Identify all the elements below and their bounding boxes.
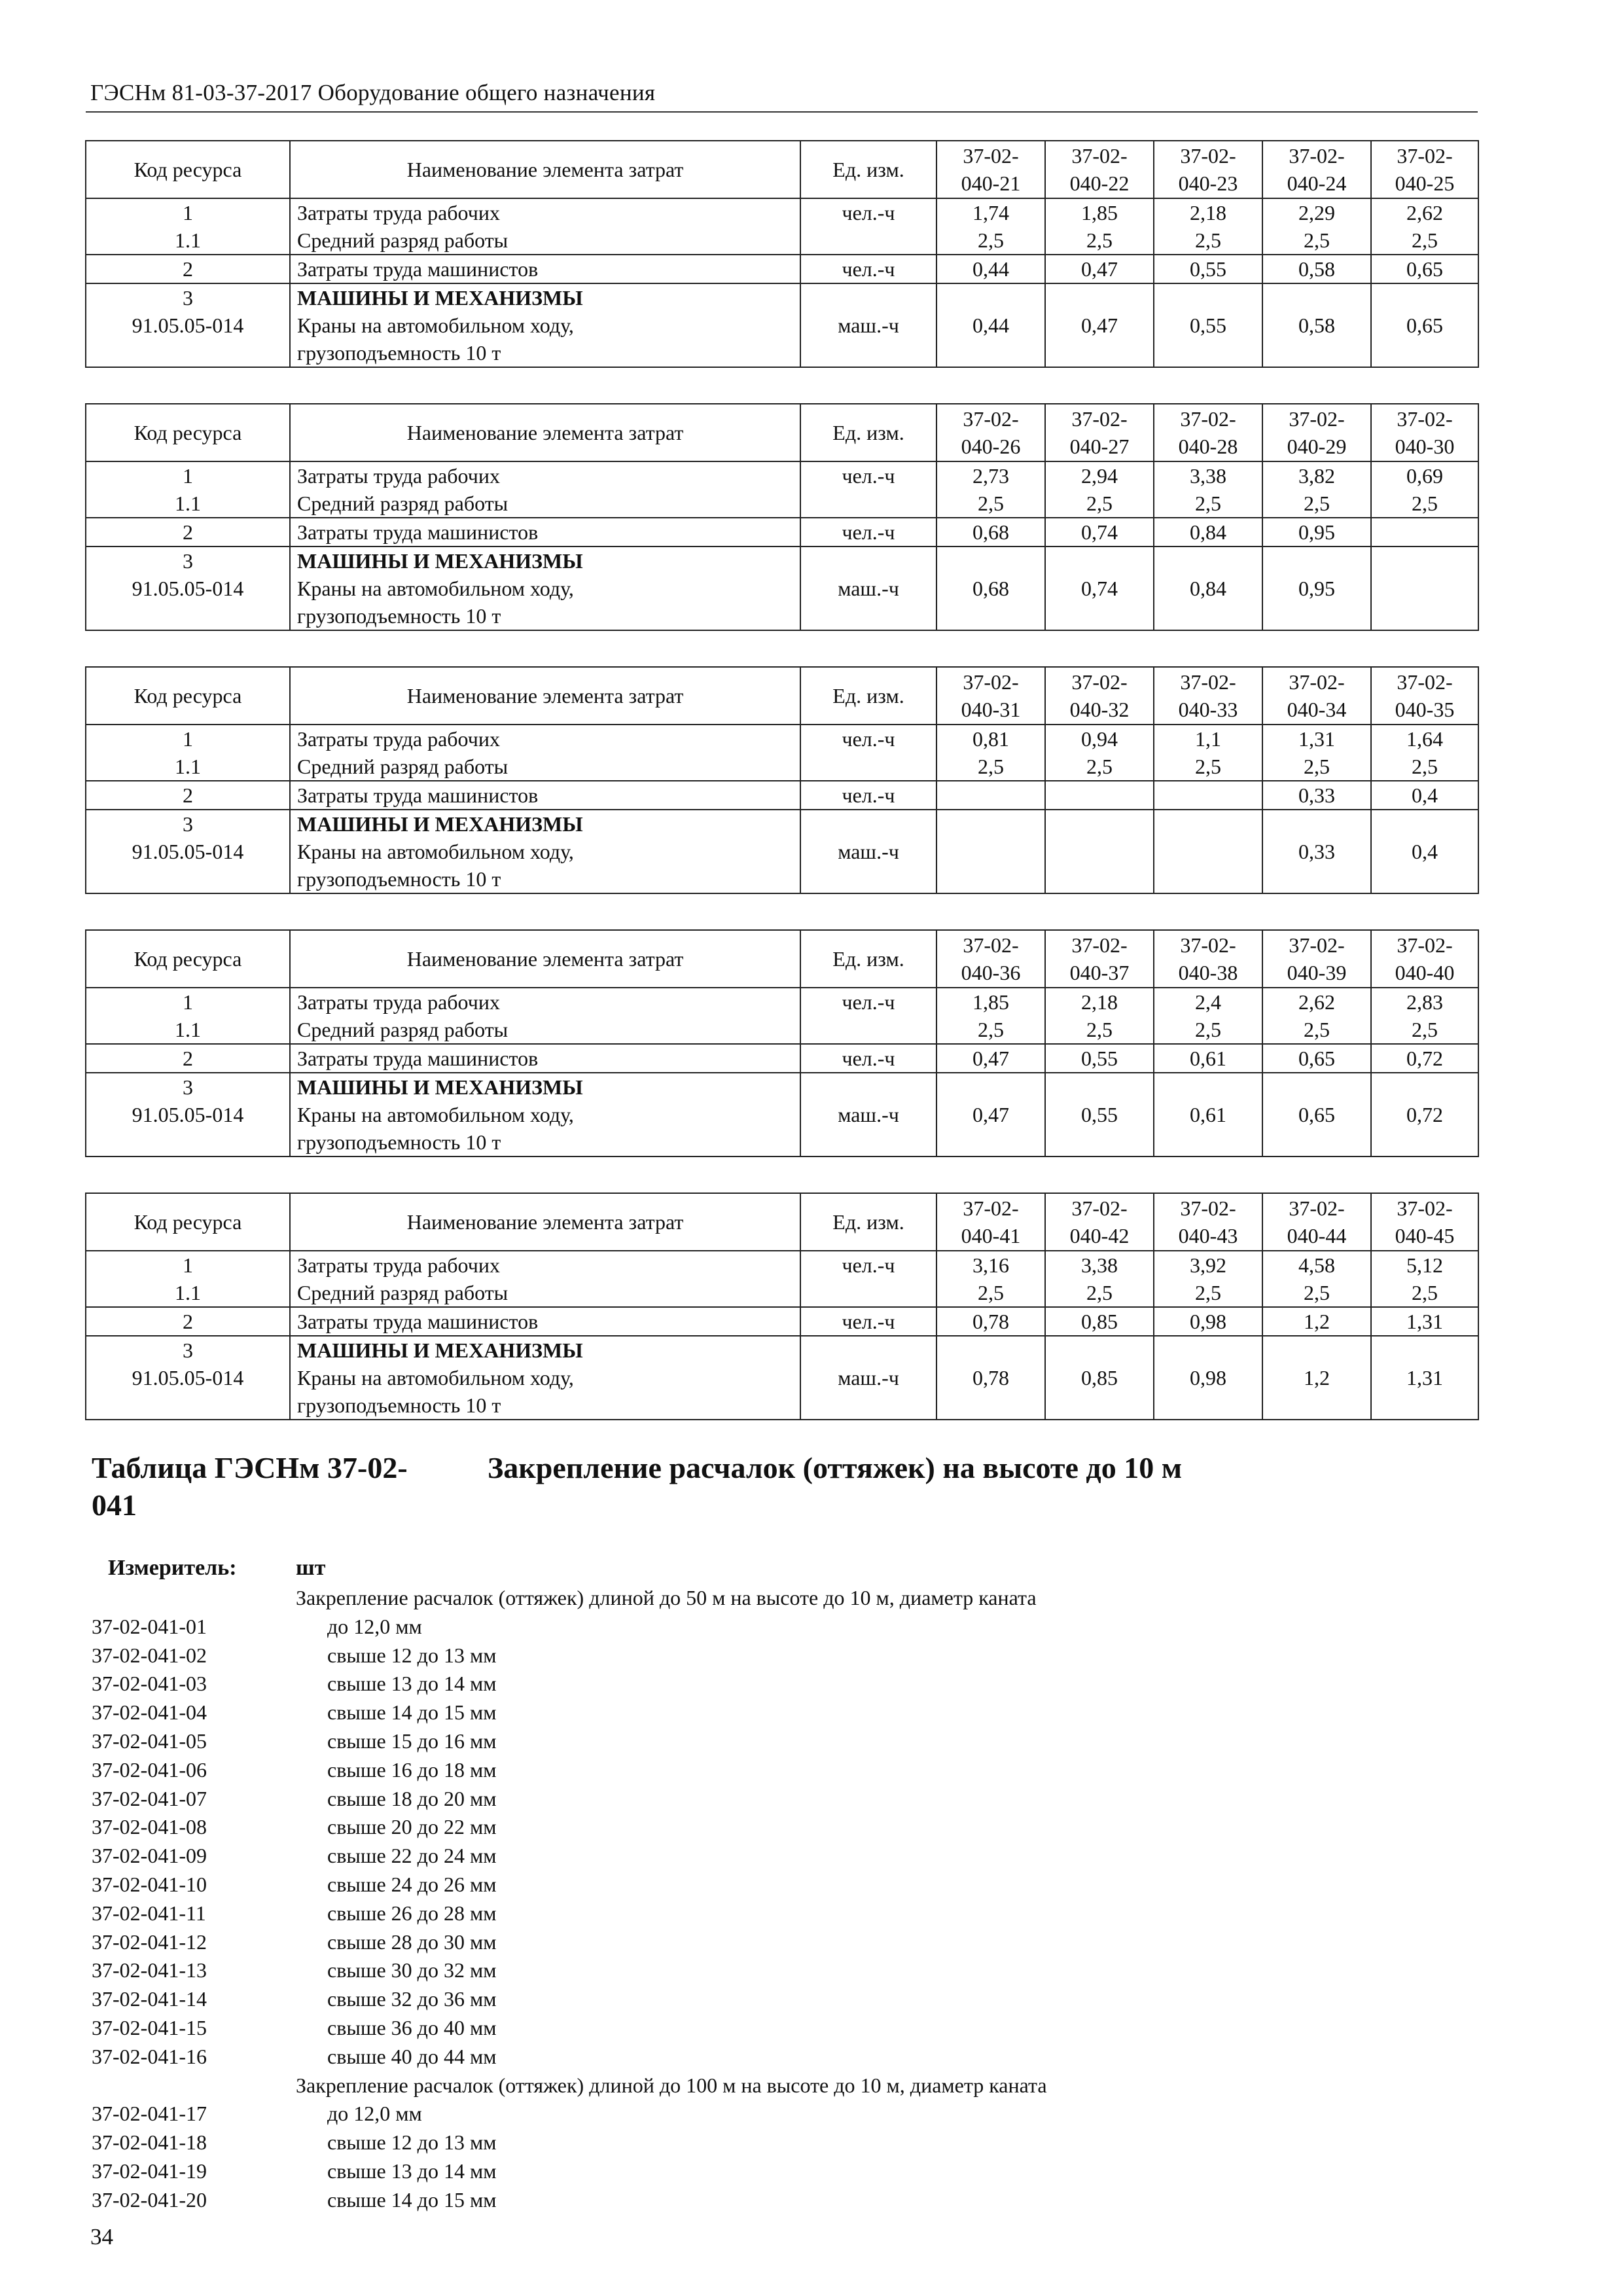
group-1-items xyxy=(92,1613,1466,2072)
resource-unit: чел.-ч xyxy=(800,988,936,1044)
value-cell: 0,95 xyxy=(1262,518,1371,547)
table-row-machines xyxy=(86,1336,1478,1420)
value-cell: 0,78 xyxy=(936,1307,1045,1336)
col-header-norm: 37-02- 040-35 xyxy=(1371,667,1478,725)
item-text: до 12,0 мм xyxy=(327,2102,422,2126)
col-header-norm: 37-02- 040-37 xyxy=(1045,930,1154,988)
list-item xyxy=(92,2100,1466,2128)
list-item xyxy=(92,1641,1466,1670)
col-header-norm: 37-02- 040-32 xyxy=(1045,667,1154,725)
item-code: 37-02-041-16 xyxy=(92,2044,207,2068)
resource-unit: чел.-ч xyxy=(800,1307,936,1336)
value-cell xyxy=(936,781,1045,810)
col-header-norm: 37-02- 040-26 xyxy=(936,404,1045,461)
value-cell: 0,47 xyxy=(1045,283,1154,367)
table-header-row xyxy=(86,667,1478,725)
resource-name: МАШИНЫ И МЕХАНИЗМЫ Краны на автомобильном ходу, грузоподъемность 10 т xyxy=(290,283,800,367)
value-cell: 0,33 xyxy=(1262,781,1371,810)
value-cell: 2,18 2,5 xyxy=(1154,198,1262,255)
col-header-norm: 37-02- 040-42 xyxy=(1045,1193,1154,1251)
resource-unit: чел.-ч xyxy=(800,1044,936,1073)
group-heading: Закрепление расчалок (оттяжек) длиной до 50 м на высоте до 10 м, диаметр каната xyxy=(296,1586,1037,1609)
item-text: свыше 18 до 20 мм xyxy=(327,1786,497,1810)
item-text: свыше 15 до 16 мм xyxy=(327,1729,497,1753)
list-item xyxy=(92,2128,1466,2157)
value-cell: 0,47 xyxy=(1045,255,1154,283)
value-cell: 0,4 xyxy=(1371,810,1478,893)
resource-name: Затраты труда рабочих Средний разряд работы xyxy=(290,1251,800,1307)
col-header-norm: 37-02- 040-43 xyxy=(1154,1193,1262,1251)
value-cell: 0,65 xyxy=(1371,255,1478,283)
resource-name: Затраты труда машинистов xyxy=(290,518,800,547)
page-header xyxy=(86,73,1478,113)
header-title: ГЭСНм 81-03-37-2017 Оборудование общего назначения xyxy=(90,80,656,105)
value-cell: 3,82 2,5 xyxy=(1262,461,1371,518)
item-code: 37-02-041-15 xyxy=(92,2015,207,2039)
value-cell: 2,29 2,5 xyxy=(1262,198,1371,255)
item-text: свыше 32 до 36 мм xyxy=(327,1987,497,2011)
resource-name: Затраты труда машинистов xyxy=(290,1044,800,1073)
value-cell: 1,31 2,5 xyxy=(1262,725,1371,781)
col-header-code: Код ресурса xyxy=(86,667,290,725)
value-cell: 0,72 xyxy=(1371,1073,1478,1157)
col-header-code: Код ресурса xyxy=(86,1193,290,1251)
resource-name: Затраты труда машинистов xyxy=(290,781,800,810)
table-row-labor xyxy=(86,1251,1478,1307)
item-text: свыше 26 до 28 мм xyxy=(327,1901,497,1925)
resource-unit: чел.-ч xyxy=(800,781,936,810)
resource-name: Затраты труда рабочих Средний разряд работы xyxy=(290,198,800,255)
resource-unit: маш.-ч xyxy=(800,810,936,893)
item-code: 37-02-041-13 xyxy=(92,1958,207,1982)
col-header-norm: 37-02- 040-38 xyxy=(1154,930,1262,988)
col-header-name: Наименование элемента затрат xyxy=(290,667,800,725)
col-header-code: Код ресурса xyxy=(86,141,290,198)
value-cell: 0,44 xyxy=(936,255,1045,283)
col-header-norm: 37-02- 040-27 xyxy=(1045,404,1154,461)
group-2-items xyxy=(92,2100,1466,2214)
value-cell: 0,84 xyxy=(1154,518,1262,547)
table-name: Закрепление расчалок (оттяжек) на высоте до 10 м xyxy=(488,1451,1183,1484)
col-header-unit: Ед. изм. xyxy=(800,1193,936,1251)
col-header-code: Код ресурса xyxy=(86,930,290,988)
value-cell: 5,12 2,5 xyxy=(1371,1251,1478,1307)
table-row-labor xyxy=(86,988,1478,1044)
item-text: свыше 28 до 30 мм xyxy=(327,1929,497,1954)
col-header-norm: 37-02- 040-30 xyxy=(1371,404,1478,461)
list-item xyxy=(92,1785,1466,1814)
resource-table xyxy=(85,929,1479,1157)
col-header-norm: 37-02- 040-29 xyxy=(1262,404,1371,461)
item-text: свыше 16 до 18 мм xyxy=(327,1757,497,1782)
table-row-labor xyxy=(86,461,1478,518)
value-cell: 1,2 xyxy=(1262,1336,1371,1420)
list-item xyxy=(92,1727,1466,1756)
resource-unit: чел.-ч xyxy=(800,725,936,781)
col-header-norm: 37-02- 040-40 xyxy=(1371,930,1478,988)
table-row-machinists xyxy=(86,1307,1478,1336)
resource-code: 2 xyxy=(86,1307,290,1336)
item-code: 37-02-041-20 xyxy=(92,2187,207,2212)
resource-name: Затраты труда рабочих Средний разряд работы xyxy=(290,988,800,1044)
table-row-machines xyxy=(86,810,1478,893)
value-cell: 0,65 xyxy=(1262,1044,1371,1073)
value-cell: 0,68 xyxy=(936,518,1045,547)
resource-unit: маш.-ч xyxy=(800,547,936,630)
col-header-unit: Ед. изм. xyxy=(800,141,936,198)
value-cell: 0,55 xyxy=(1154,283,1262,367)
resource-code: 2 xyxy=(86,781,290,810)
col-header-norm: 37-02- 040-23 xyxy=(1154,141,1262,198)
col-header-norm: 37-02- 040-41 xyxy=(936,1193,1045,1251)
value-cell: 0,61 xyxy=(1154,1044,1262,1073)
item-text: свыше 30 до 32 мм xyxy=(327,1958,497,1982)
item-code: 37-02-041-14 xyxy=(92,1987,207,2011)
value-cell: 1,64 2,5 xyxy=(1371,725,1478,781)
item-text: свыше 14 до 15 мм xyxy=(327,1700,497,1725)
value-cell: 0,68 xyxy=(936,547,1045,630)
resource-unit: маш.-ч xyxy=(800,1336,936,1420)
value-cell: 1,74 2,5 xyxy=(936,198,1045,255)
list-item xyxy=(92,1613,1466,1641)
resource-code: 1 1.1 xyxy=(86,461,290,518)
list-item xyxy=(92,1813,1466,1842)
col-header-norm: 37-02- 040-45 xyxy=(1371,1193,1478,1251)
col-header-norm: 37-02- 040-21 xyxy=(936,141,1045,198)
table-row-machines xyxy=(86,547,1478,630)
resource-code: 3 91.05.05-014 xyxy=(86,547,290,630)
col-header-norm: 37-02- 040-36 xyxy=(936,930,1045,988)
resource-unit: чел.-ч xyxy=(800,461,936,518)
col-header-norm: 37-02- 040-31 xyxy=(936,667,1045,725)
resource-name: Затраты труда машинистов xyxy=(290,255,800,283)
value-cell: 2,94 2,5 xyxy=(1045,461,1154,518)
item-text: свыше 22 до 24 мм xyxy=(327,1844,497,1868)
group-heading: Закрепление расчалок (оттяжек) длиной до 100 м на высоте до 10 м, диаметр каната xyxy=(296,2073,1047,2097)
col-header-unit: Ед. изм. xyxy=(800,667,936,725)
item-text: свыше 20 до 22 мм xyxy=(327,1815,497,1839)
col-header-norm: 37-02- 040-28 xyxy=(1154,404,1262,461)
value-cell: 2,18 2,5 xyxy=(1045,988,1154,1044)
resource-name: Затраты труда машинистов xyxy=(290,1307,800,1336)
item-code: 37-02-041-09 xyxy=(92,1844,207,1868)
value-cell: 1,85 2,5 xyxy=(1045,198,1154,255)
value-cell xyxy=(1154,781,1262,810)
resource-name: МАШИНЫ И МЕХАНИЗМЫ Краны на автомобильном ходу, грузоподъемность 10 т xyxy=(290,1336,800,1420)
resource-code: 2 xyxy=(86,518,290,547)
value-cell: 0,84 xyxy=(1154,547,1262,630)
table-row-machinists xyxy=(86,255,1478,283)
resource-code: 1 1.1 xyxy=(86,1251,290,1307)
col-header-name: Наименование элемента затрат xyxy=(290,1193,800,1251)
value-cell: 3,38 2,5 xyxy=(1045,1251,1154,1307)
value-cell: 0,95 xyxy=(1262,547,1371,630)
list-item xyxy=(92,1756,1466,1785)
resource-name: МАШИНЫ И МЕХАНИЗМЫ Краны на автомобильном ходу, грузоподъемность 10 т xyxy=(290,810,800,893)
item-code: 37-02-041-05 xyxy=(92,1729,207,1753)
col-header-norm: 37-02- 040-44 xyxy=(1262,1193,1371,1251)
value-cell: 0,47 xyxy=(936,1044,1045,1073)
value-cell: 0,69 2,5 xyxy=(1371,461,1478,518)
item-text: свыше 13 до 14 мм xyxy=(327,2159,497,2183)
value-cell: 0,58 xyxy=(1262,255,1371,283)
item-code: 37-02-041-10 xyxy=(92,1872,207,1896)
item-code: 37-02-041-19 xyxy=(92,2159,207,2183)
item-text: свыше 36 до 40 мм xyxy=(327,2015,497,2039)
meter-label: Измеритель: xyxy=(108,1556,237,1580)
resource-code: 1 1.1 xyxy=(86,198,290,255)
resource-table xyxy=(85,403,1479,631)
value-cell: 0,55 xyxy=(1045,1073,1154,1157)
resource-unit: маш.-ч xyxy=(800,1073,936,1157)
item-text: свыше 40 до 44 мм xyxy=(327,2044,497,2068)
item-code: 37-02-041-07 xyxy=(92,1786,207,1810)
item-code: 37-02-041-17 xyxy=(92,2102,207,2126)
table-row-machines xyxy=(86,1073,1478,1157)
list-item xyxy=(92,2043,1466,2072)
item-code: 37-02-041-01 xyxy=(92,1614,207,1638)
value-cell xyxy=(936,810,1045,893)
list-item xyxy=(92,1956,1466,1985)
value-cell: 2,4 2,5 xyxy=(1154,988,1262,1044)
value-cell: 0,85 xyxy=(1045,1336,1154,1420)
resource-code: 3 91.05.05-014 xyxy=(86,1336,290,1420)
list-item xyxy=(92,1871,1466,1899)
value-cell: 0,55 xyxy=(1045,1044,1154,1073)
table-header-row xyxy=(86,404,1478,461)
item-code: 37-02-041-18 xyxy=(92,2130,207,2155)
value-cell: 3,38 2,5 xyxy=(1154,461,1262,518)
value-cell: 0,74 xyxy=(1045,547,1154,630)
item-code: 37-02-041-06 xyxy=(92,1757,207,1782)
table-row-machines xyxy=(86,283,1478,367)
item-code: 37-02-041-11 xyxy=(92,1901,206,1925)
col-header-name: Наименование элемента затрат xyxy=(290,930,800,988)
col-header-norm: 37-02- 040-39 xyxy=(1262,930,1371,988)
list-item xyxy=(92,1842,1466,1871)
col-header-norm: 37-02- 040-25 xyxy=(1371,141,1478,198)
value-cell: 0,33 xyxy=(1262,810,1371,893)
value-cell xyxy=(1045,781,1154,810)
value-cell: 1,31 xyxy=(1371,1307,1478,1336)
resource-name: МАШИНЫ И МЕХАНИЗМЫ Краны на автомобильном ходу, грузоподъемность 10 т xyxy=(290,547,800,630)
table-row-labor xyxy=(86,198,1478,255)
item-code: 37-02-041-08 xyxy=(92,1815,207,1839)
value-cell: 0,72 xyxy=(1371,1044,1478,1073)
list-item xyxy=(92,2186,1466,2215)
item-text: до 12,0 мм xyxy=(327,1614,422,1638)
resource-unit: чел.-ч xyxy=(800,255,936,283)
resource-table xyxy=(85,1193,1479,1420)
resource-table xyxy=(85,666,1479,894)
value-cell: 1,85 2,5 xyxy=(936,988,1045,1044)
resource-unit: чел.-ч xyxy=(800,198,936,255)
resource-name: Затраты труда рабочих Средний разряд работы xyxy=(290,461,800,518)
col-header-name: Наименование элемента затрат xyxy=(290,404,800,461)
col-header-unit: Ед. изм. xyxy=(800,404,936,461)
value-cell xyxy=(1371,547,1478,630)
value-cell: 4,58 2,5 xyxy=(1262,1251,1371,1307)
col-header-norm: 37-02- 040-24 xyxy=(1262,141,1371,198)
norm-list xyxy=(92,1584,1466,2215)
value-cell: 0,4 xyxy=(1371,781,1478,810)
list-item xyxy=(92,1670,1466,1698)
resource-unit: чел.-ч xyxy=(800,518,936,547)
resource-code: 2 xyxy=(86,255,290,283)
value-cell: 3,16 2,5 xyxy=(936,1251,1045,1307)
value-cell: 2,62 2,5 xyxy=(1262,988,1371,1044)
value-cell: 2,62 2,5 xyxy=(1371,198,1478,255)
resource-table xyxy=(85,140,1479,368)
value-cell: 3,92 2,5 xyxy=(1154,1251,1262,1307)
resource-code: 3 91.05.05-014 xyxy=(86,810,290,893)
resource-unit: чел.-ч xyxy=(800,1251,936,1307)
item-text: свыше 12 до 13 мм xyxy=(327,2130,497,2155)
value-cell: 0,55 xyxy=(1154,255,1262,283)
value-cell: 0,58 xyxy=(1262,283,1371,367)
value-cell: 0,94 2,5 xyxy=(1045,725,1154,781)
value-cell: 0,74 xyxy=(1045,518,1154,547)
value-cell: 1,1 2,5 xyxy=(1154,725,1262,781)
value-cell xyxy=(1154,810,1262,893)
value-cell: 0,85 xyxy=(1045,1307,1154,1336)
item-code: 37-02-041-02 xyxy=(92,1643,207,1667)
value-cell: 0,98 xyxy=(1154,1336,1262,1420)
resource-name: МАШИНЫ И МЕХАНИЗМЫ Краны на автомобильном ходу, грузоподъемность 10 т xyxy=(290,1073,800,1157)
value-cell xyxy=(1045,810,1154,893)
table-header-row xyxy=(86,1193,1478,1251)
value-cell: 0,98 xyxy=(1154,1307,1262,1336)
list-item xyxy=(92,2014,1466,2043)
value-cell: 0,81 2,5 xyxy=(936,725,1045,781)
value-cell: 1,31 xyxy=(1371,1336,1478,1420)
list-item xyxy=(92,1899,1466,1928)
col-header-name: Наименование элемента затрат xyxy=(290,141,800,198)
list-item xyxy=(92,1698,1466,1727)
col-header-unit: Ед. изм. xyxy=(800,930,936,988)
value-cell: 0,65 xyxy=(1371,283,1478,367)
list-item xyxy=(92,2157,1466,2186)
table-row-machinists xyxy=(86,781,1478,810)
resource-code: 3 91.05.05-014 xyxy=(86,1073,290,1157)
resource-name: Затраты труда рабочих Средний разряд работы xyxy=(290,725,800,781)
table-row-labor xyxy=(86,725,1478,781)
resource-code: 3 91.05.05-014 xyxy=(86,283,290,367)
value-cell: 0,47 xyxy=(936,1073,1045,1157)
list-item xyxy=(92,1985,1466,2014)
item-code: 37-02-041-04 xyxy=(92,1700,207,1725)
col-header-code: Код ресурса xyxy=(86,404,290,461)
value-cell: 2,73 2,5 xyxy=(936,461,1045,518)
item-code: 37-02-041-12 xyxy=(92,1929,207,1954)
table-row-machinists xyxy=(86,518,1478,547)
item-text: свыше 24 до 26 мм xyxy=(327,1872,497,1896)
table-row-machinists xyxy=(86,1044,1478,1073)
table-header-row xyxy=(86,141,1478,198)
table-label: Таблица ГЭСНм 37-02- 041 xyxy=(92,1451,408,1522)
value-cell: 0,44 xyxy=(936,283,1045,367)
value-cell: 1,2 xyxy=(1262,1307,1371,1336)
page-number: 34 xyxy=(90,2224,113,2250)
item-code: 37-02-041-03 xyxy=(92,1672,207,1696)
value-cell xyxy=(1371,518,1478,547)
resource-code: 1 1.1 xyxy=(86,988,290,1044)
col-header-norm: 37-02- 040-33 xyxy=(1154,667,1262,725)
value-cell: 0,65 xyxy=(1262,1073,1371,1157)
item-text: свыше 13 до 14 мм xyxy=(327,1672,497,1696)
item-text: свыше 14 до 15 мм xyxy=(327,2187,497,2212)
resource-code: 2 xyxy=(86,1044,290,1073)
item-text: свыше 12 до 13 мм xyxy=(327,1643,497,1667)
meter-value: шт xyxy=(296,1556,326,1580)
resource-unit: маш.-ч xyxy=(800,283,936,367)
value-cell: 0,78 xyxy=(936,1336,1045,1420)
list-item xyxy=(92,1928,1466,1957)
value-cell: 2,83 2,5 xyxy=(1371,988,1478,1044)
col-header-norm: 37-02- 040-22 xyxy=(1045,141,1154,198)
resource-code: 1 1.1 xyxy=(86,725,290,781)
value-cell: 0,61 xyxy=(1154,1073,1262,1157)
table-header-row xyxy=(86,930,1478,988)
col-header-norm: 37-02- 040-34 xyxy=(1262,667,1371,725)
